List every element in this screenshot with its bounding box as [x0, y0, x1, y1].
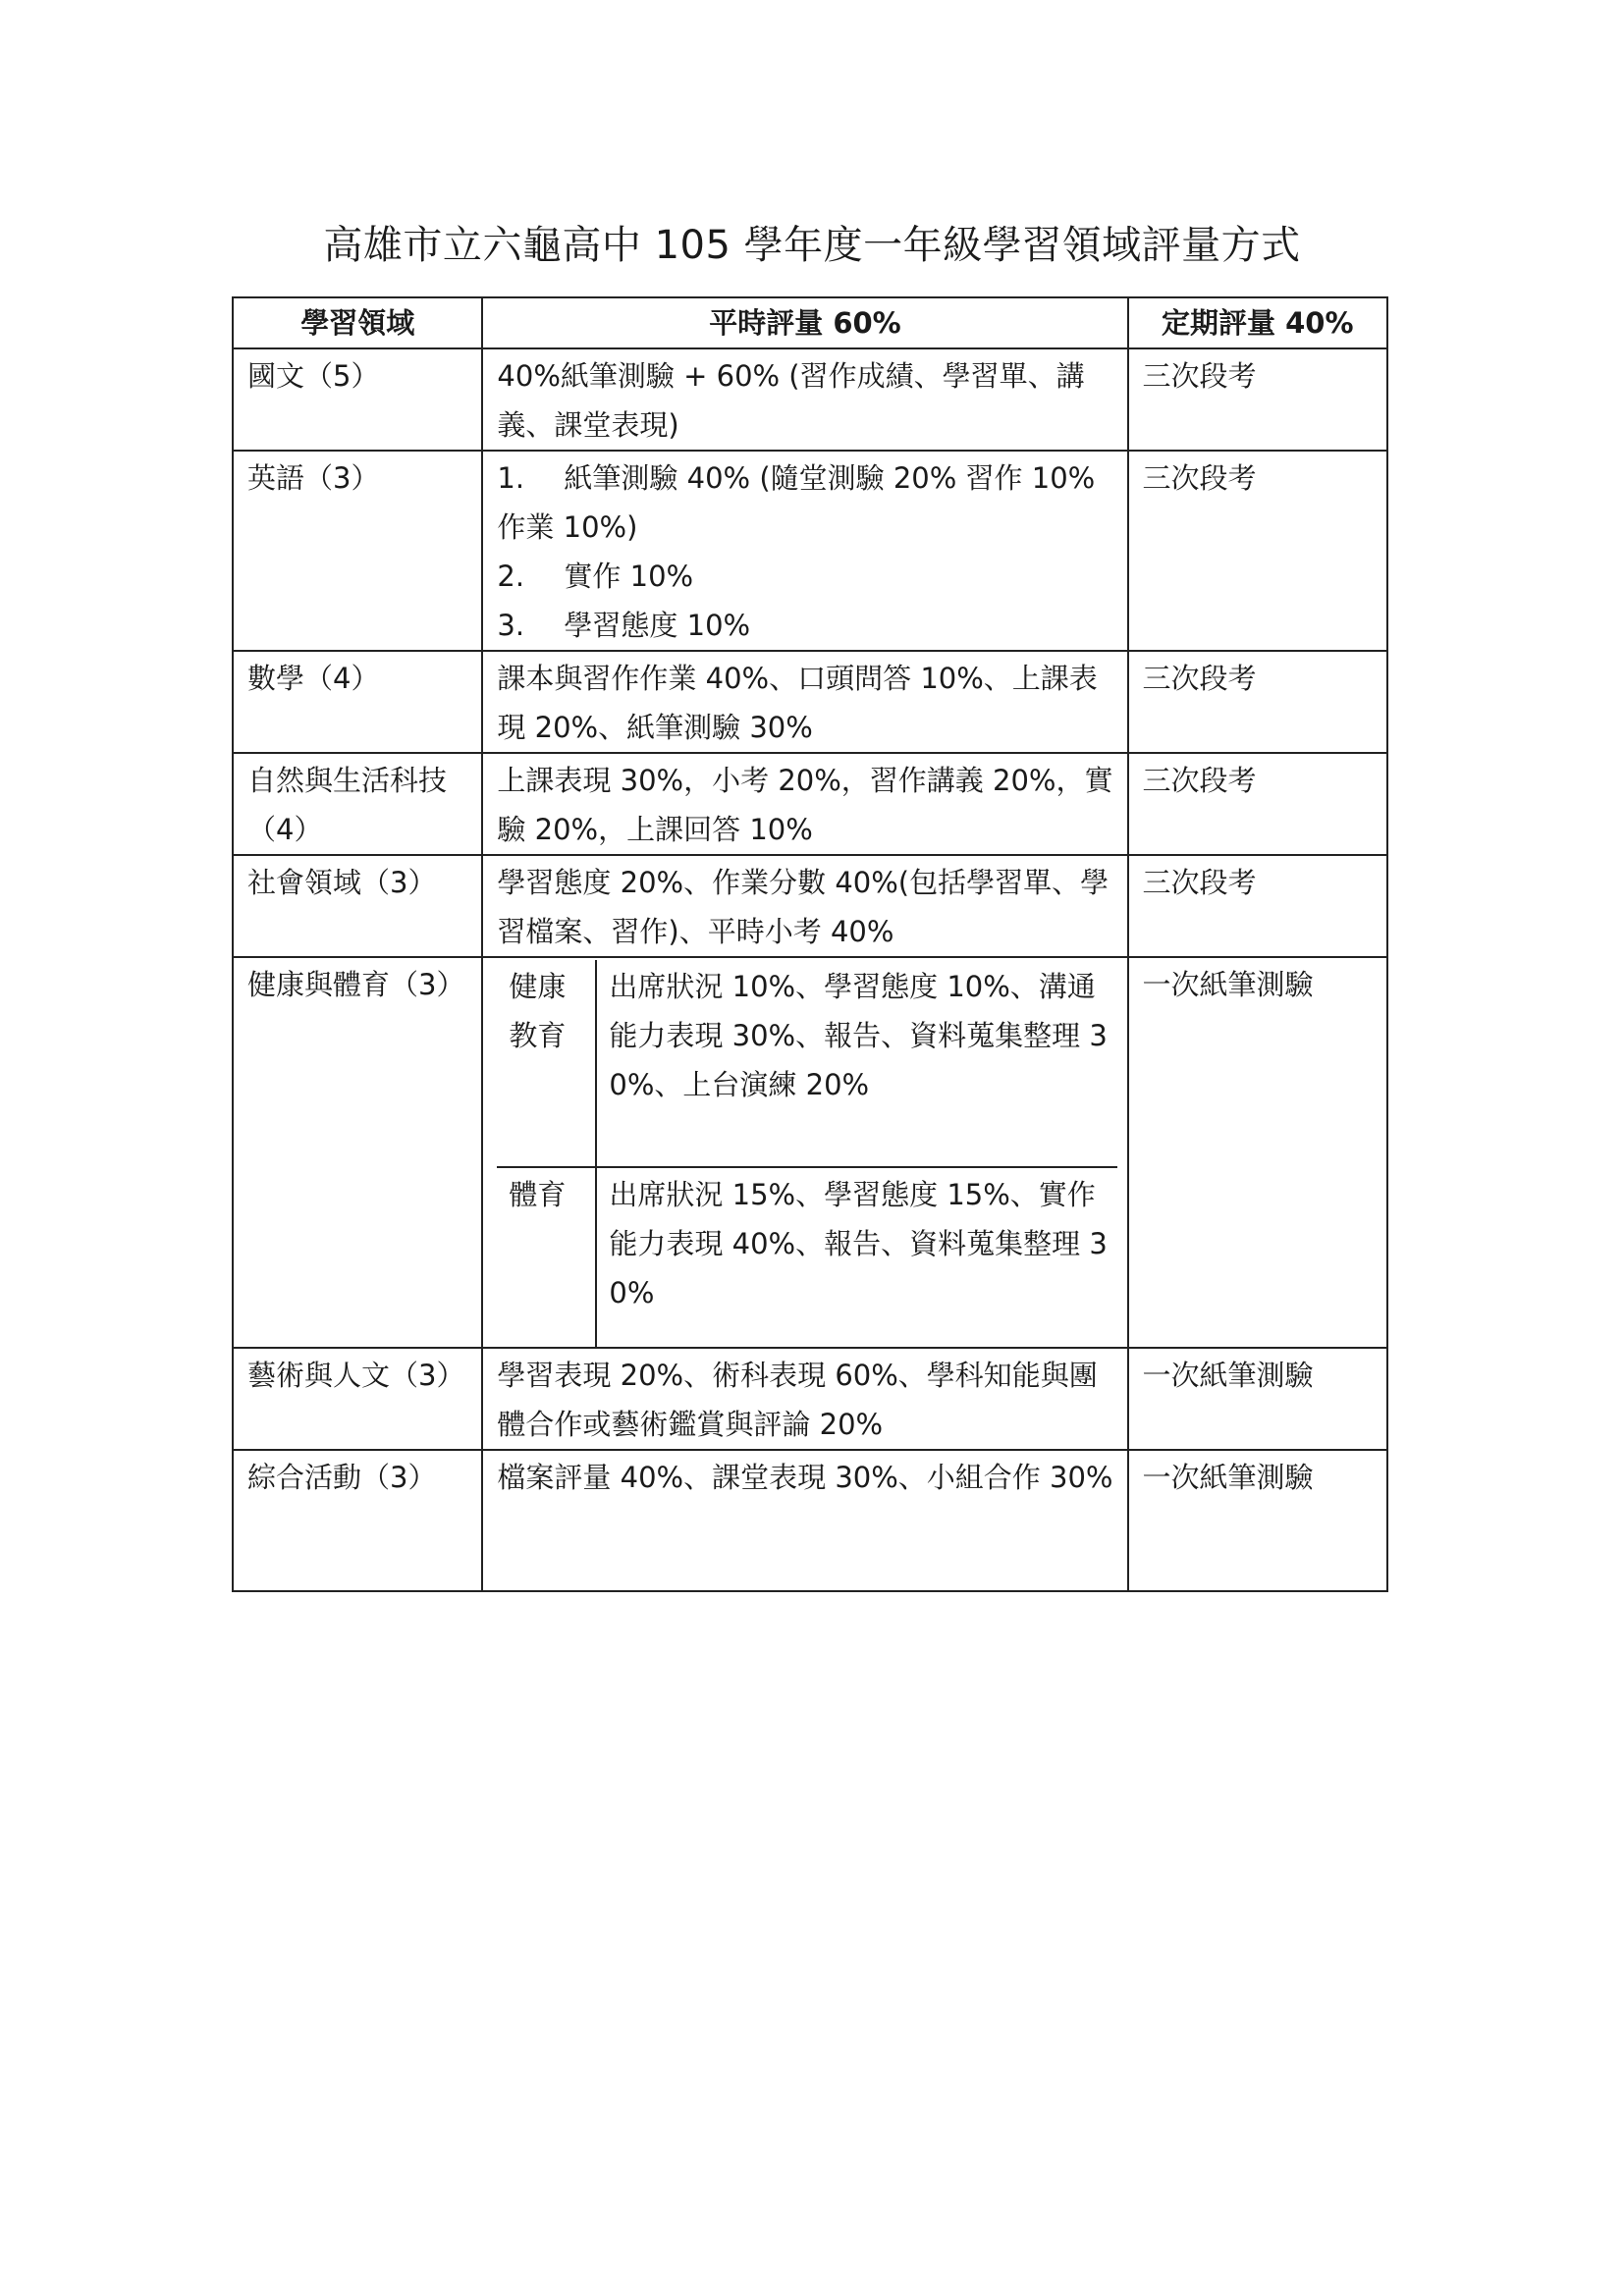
- daily-cell: 學習態度 20%、作業分數 40%(包括學習單、學習檔案、習作)、平時小考 40%: [482, 855, 1127, 957]
- subject-cell: 藝術與人文（3）: [233, 1348, 482, 1450]
- list-item: [497, 552, 1116, 601]
- daily-cell: [482, 957, 1127, 1348]
- item-number: 2.: [497, 560, 525, 593]
- assessment-table: [232, 296, 1388, 1592]
- daily-cell: 上課表現 30%，小考 20%，習作講義 20%，實驗 20%，上課回答 10%: [482, 753, 1127, 855]
- health-subrow: [497, 960, 1116, 1167]
- subject-cell: 英語（3）: [233, 451, 482, 651]
- health-daily: 出席狀況 10%、學習態度 10%、溝通能力表現 30%、報告、資料蒐集整理 30%、上台演練 20%: [596, 960, 1116, 1167]
- final-cell: 一次紙筆測驗: [1128, 1450, 1387, 1591]
- subject-cell: 綜合活動（3）: [233, 1450, 482, 1591]
- list-item: [497, 601, 1116, 650]
- final-cell: 一次紙筆測驗: [1128, 957, 1387, 1348]
- daily-cell: [482, 451, 1127, 651]
- daily-cell: 檔案評量 40%、課堂表現 30%、小組合作 30%: [482, 1450, 1127, 1591]
- final-cell: 三次段考: [1128, 753, 1387, 855]
- row-social: [233, 855, 1387, 957]
- health-pe-subtable: [497, 960, 1116, 1347]
- daily-cell: 40%紙筆測驗 + 60% (習作成績、學習單、講義、課堂表現): [482, 348, 1127, 451]
- header-subject: 學習領域: [233, 297, 482, 348]
- header-final: 定期評量 40%: [1128, 297, 1387, 348]
- health-label: 健康教育: [497, 960, 596, 1167]
- row-english: [233, 451, 1387, 651]
- item-number: 1.: [497, 461, 525, 495]
- english-item-list: [497, 454, 1116, 650]
- row-health-pe: [233, 957, 1387, 1348]
- subject-cell: 社會領域（3）: [233, 855, 482, 957]
- row-integrative: [233, 1450, 1387, 1591]
- item-text: 實作 10%: [564, 560, 694, 593]
- subject-cell: 自然與生活科技（4）: [233, 753, 482, 855]
- row-arts: [233, 1348, 1387, 1450]
- pe-label: 體育: [497, 1167, 596, 1347]
- final-cell: 三次段考: [1128, 451, 1387, 651]
- header-row: [233, 297, 1387, 348]
- row-science: [233, 753, 1387, 855]
- page-title: 高雄市立六龜高中 105 學年度一年級學習領域評量方式: [323, 223, 1301, 268]
- list-item: [497, 454, 1116, 552]
- final-cell: 三次段考: [1128, 855, 1387, 957]
- final-cell: 三次段考: [1128, 348, 1387, 451]
- daily-cell: 課本與習作作業 40%、口頭問答 10%、上課表現 20%、紙筆測驗 30%: [482, 651, 1127, 753]
- pe-daily: 出席狀況 15%、學習態度 15%、實作能力表現 40%、報告、資料蒐集整理 30%: [609, 1178, 1108, 1309]
- row-chinese: [233, 348, 1387, 451]
- item-text: 紙筆測驗 40% (隨堂測驗 20% 習作 10% 作業 10%): [497, 461, 1096, 544]
- subject-cell: 健康與體育（3）: [233, 957, 482, 1348]
- pe-subrow: [497, 1167, 1116, 1347]
- item-text: 學習態度 10%: [564, 609, 751, 642]
- item-number: 3.: [497, 609, 525, 642]
- header-daily: 平時評量 60%: [482, 297, 1127, 348]
- final-cell: 一次紙筆測驗: [1128, 1348, 1387, 1450]
- final-cell: 三次段考: [1128, 651, 1387, 753]
- row-math: [233, 651, 1387, 753]
- subject-cell: 國文（5）: [233, 348, 482, 451]
- daily-cell: 學習表現 20%、術科表現 60%、學科知能與團體合作或藝術鑑賞與評論 20%: [482, 1348, 1127, 1450]
- subject-cell: 數學（4）: [233, 651, 482, 753]
